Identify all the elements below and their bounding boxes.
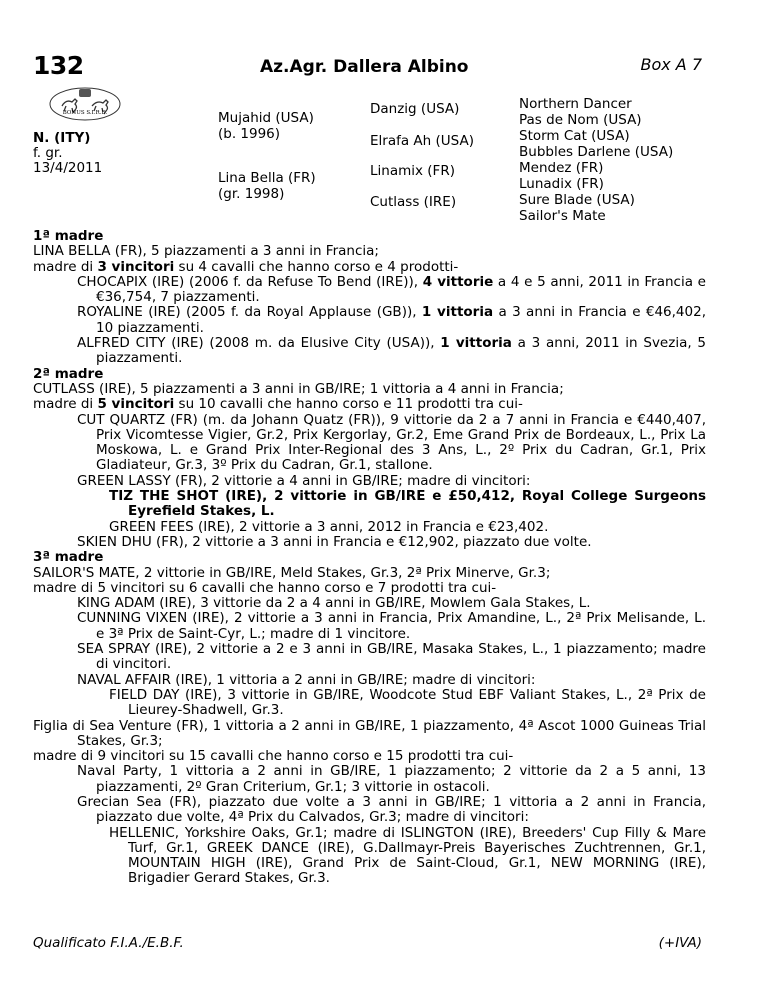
offspring-cut-quartz: CUT QUARTZ (FR) (m. da Johann Quatz (FR)), 9 vittorie da 2 a 7 anni in Francia e €440,407, Prix Vicomtesse Vigier, Gr.2, Prix Kergorlay, Gr.2, Eme Grand Prix de Bordeaux, L., Prix La Moskowa, L. e Grand Prix Inter-Regional des 3 Ans, L., 2º Prix du Cadran, Gr.1, Prix Gladiateur, Gr.3, 3º Prix du Cadran, Gr.1, stallone. bbox=[77, 411, 706, 474]
offspring-naval-affair: NAVAL AFFAIR (IRE), 1 vittoria a 2 anni in GB/IRE; madre di vincitori: bbox=[77, 671, 536, 688]
pedigree-dam: Lina Bella (FR) (gr. 1998) bbox=[218, 170, 316, 202]
pedigree-sire: Mujahid (USA) (b. 1996) bbox=[218, 110, 314, 142]
offspring-skien-dhu: SKIEN DHU (FR), 2 vittorie a 3 anni in Francia e €12,902, piazzato due volte. bbox=[77, 533, 592, 550]
offspring-green-lassy: GREEN LASSY (FR), 2 vittorie a 4 anni in GB/IRE; madre di vincitori: bbox=[77, 472, 531, 489]
dam1-line2: madre di 3 vincitori su 4 cavalli che hanno corso e 4 prodotti- bbox=[33, 258, 459, 275]
dam4-line2: madre di 9 vincitori su 15 cavalli che hanno corso e 15 prodotti tra cui- bbox=[33, 748, 514, 765]
dam3-title: 3ª madre bbox=[33, 549, 104, 566]
offspring-king-adam: KING ADAM (IRE), 3 vittorie da 2 a 4 anni in GB/IRE, Mowlem Gala Stakes, L. bbox=[77, 595, 591, 612]
offspring-hellenic: HELLENIC, Yorkshire Oaks, Gr.1; madre di ISLINGTON (IRE), Breeders' Cup Filly & Mare Turf, Gr.1, GREEK DANCE (IRE), G.Dallmayr-Preis Bayerisches Zuchtrennen, Gr.1, MOUNTAIN HIGH (IRE), Grand Prix de Saint-Cloud, Gr.1, NEW MORNING (IRE), Brigadier Gerard Stakes, Gr.3. bbox=[109, 824, 706, 887]
offspring-naval-party: Naval Party, 1 vittoria a 2 anni in GB/IRE, 1 piazzamento; 2 vittorie da 2 a 5 anni, 13 piazzamenti, 2º Gran Criterium, Gr.1; 3 vittorie in ostacoli. bbox=[77, 763, 706, 795]
footer-qualification: Qualificato F.I.A./E.B.F. bbox=[33, 935, 184, 951]
logo-text: BONUS S.I.R.E. bbox=[62, 110, 108, 116]
dam3-line1: SAILOR'S MATE, 2 vittorie in GB/IRE, Meld Stakes, Gr.3, 2ª Prix Minerve, Gr.3; bbox=[33, 564, 551, 581]
dam3-line2: madre di 5 vincitori su 6 cavalli che hanno corso e 7 prodotti tra cui- bbox=[33, 579, 497, 596]
dam1-title: 1ª madre bbox=[33, 228, 104, 244]
dam2-line2: madre di 5 vincitori su 10 cavalli che hanno corso e 11 prodotti tra cui- bbox=[33, 396, 523, 413]
family-section bbox=[33, 229, 706, 887]
offspring-alfred-city: ALFRED CITY (IRE) (2008 m. da Elusive City (USA)), 1 vittoria a 3 anni, 2011 in Svezia, 5 piazzamenti. bbox=[77, 335, 706, 367]
offspring-royaline: ROYALINE (IRE) (2005 f. da Royal Applause (GB)), 1 vittoria a 3 anni in Francia e €46,402, 10 piazzamenti. bbox=[77, 304, 706, 336]
horse-name: N. (ITY) bbox=[33, 130, 91, 146]
offspring-chocapix: CHOCAPIX (IRE) (2006 f. da Refuse To Bend (IRE)), 4 vittorie a 4 e 5 anni, 2011 in Francia e €36,754, 7 piazzamenti. bbox=[77, 273, 706, 306]
bonus-sire-logo bbox=[48, 86, 122, 122]
pedigree-gen2-2: Elrafa Ah (USA) bbox=[370, 133, 474, 149]
offspring-grecian-sea: Grecian Sea (FR), piazzato due volte a 3 anni in GB/IRE; 1 vittoria a 2 anni in Francia, piazzato due volte, 4ª Prix du Calvados, Gr.3; madre di vincitori: bbox=[77, 793, 706, 826]
box-location: Box A 7 bbox=[640, 55, 702, 74]
offspring-tiz-the-shot: TIZ THE SHOT (IRE), 2 vittorie in GB/IRE e £50,412, Royal College Surgeons Eyrefield Stakes, L. bbox=[109, 488, 706, 520]
horse-sex-color: f. gr. bbox=[33, 145, 63, 161]
lot-number: 132 bbox=[33, 51, 84, 80]
pedigree-gen2-4: Cutlass (IRE) bbox=[370, 194, 457, 210]
footer-vat: (+IVA) bbox=[658, 935, 702, 951]
pedigree-gen2-1: Danzig (USA) bbox=[370, 101, 460, 117]
pedigree-gen3: Northern Dancer Pas de Nom (USA) Storm Cat (USA) Bubbles Darlene (USA) Mendez (FR) Lunadix (FR) Sure Blade (USA) Sailor's Mate bbox=[519, 96, 674, 224]
dam2-title: 2ª madre bbox=[33, 365, 104, 382]
horse-info bbox=[33, 131, 102, 176]
dam2-line1: CUTLASS (IRE), 5 piazzamenti a 3 anni in GB/IRE; 1 vittoria a 4 anni in Francia; bbox=[33, 380, 564, 397]
offspring-cunning-vixen: CUNNING VIXEN (IRE), 2 vittorie a 3 anni in Francia, Prix Amandine, L., 2ª Prix Melisande, L. e 3ª Prix de Saint-Cyr, L.; madre di 1 vincitore. bbox=[77, 610, 706, 642]
offspring-field-day: FIELD DAY (IRE), 3 vittorie in GB/IRE, Woodcote Stud EBF Valiant Stakes, L., 2ª Prix de Lieurey-Shadwell, Gr.3. bbox=[109, 686, 706, 719]
offspring-sea-spray: SEA SPRAY (IRE), 2 vittorie a 2 e 3 anni in GB/IRE, Masaka Stakes, L., 1 piazzamento; madre di vincitori. bbox=[77, 641, 706, 673]
dam4-line1: Figlia di Sea Venture (FR), 1 vittoria a 2 anni in GB/IRE, 1 piazzamento, 4ª Ascot 1000 Guineas Trial Stakes, Gr.3; bbox=[33, 717, 706, 749]
horse-dob: 13/4/2011 bbox=[33, 160, 103, 176]
owner-name: Az.Agr. Dallera Albino bbox=[260, 57, 469, 77]
offspring-green-fees: GREEN FEES (IRE), 2 vittorie a 3 anni, 2012 in Francia e €23,402. bbox=[109, 518, 549, 535]
dam1-line1: LINA BELLA (FR), 5 piazzamenti a 3 anni in Francia; bbox=[33, 243, 379, 260]
pedigree-gen2-3: Linamix (FR) bbox=[370, 163, 455, 179]
